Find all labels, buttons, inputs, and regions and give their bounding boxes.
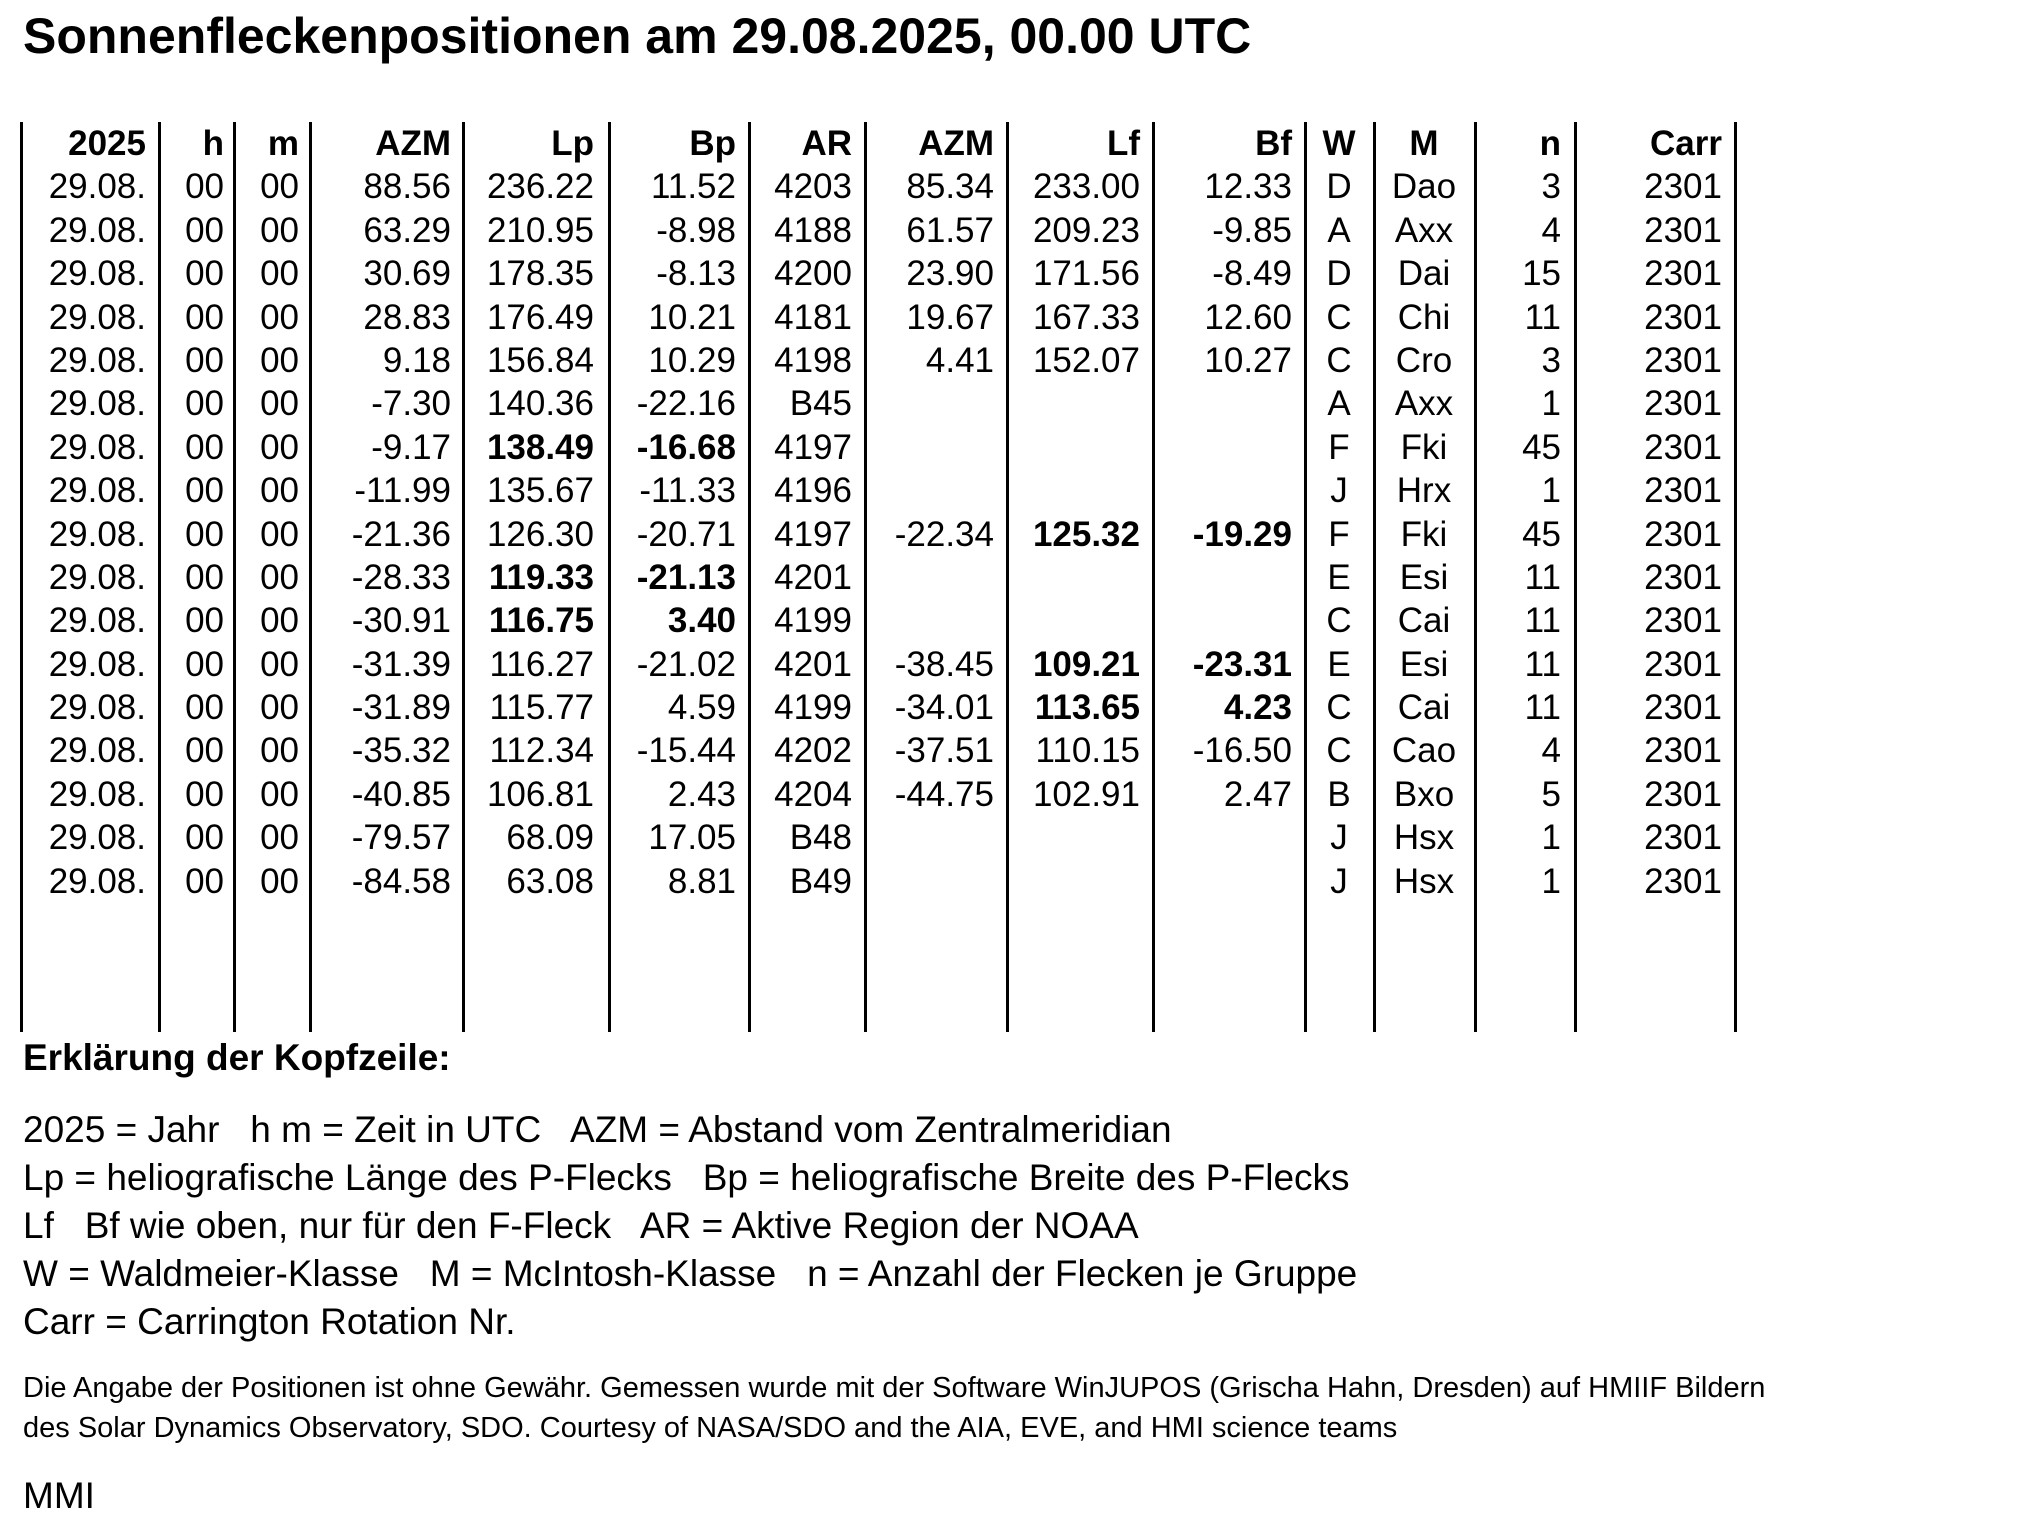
- cell-bf: -16.50: [1192, 731, 1292, 771]
- cell-azm-f: 85.34: [906, 167, 994, 207]
- header-cell-lf: Lf: [1106, 124, 1140, 163]
- cell-azm-p: -79.57: [351, 818, 451, 858]
- cell-lf: [1010, 816, 1140, 859]
- cell-minute: 00: [260, 601, 299, 641]
- cell-azm-f: [868, 816, 994, 859]
- cell-count: 1: [1541, 471, 1561, 511]
- cell-bf: [1156, 599, 1292, 642]
- cell-azm-f: 4.41: [925, 340, 994, 380]
- cell-azm-p: 88.56: [363, 167, 451, 207]
- cell-hour: 00: [185, 557, 224, 597]
- cell-carrington: 2301: [1644, 254, 1722, 294]
- cell-waldmeier: J: [1330, 818, 1348, 858]
- cell-bp: 10.21: [648, 297, 736, 337]
- cell-lp: 236.22: [486, 167, 594, 207]
- cell-lp: 68.09: [506, 818, 594, 858]
- cell-lp: 138.49: [486, 427, 594, 467]
- cell-azm-p: 30.69: [363, 254, 451, 294]
- cell-date: 29.08.: [48, 167, 146, 207]
- cell-ar: 4202: [774, 731, 852, 771]
- cell-minute: 00: [260, 644, 299, 684]
- cell-minute: 00: [260, 340, 299, 380]
- cell-count: 1: [1541, 861, 1561, 901]
- cell-bp: 17.05: [648, 818, 736, 858]
- cell-mcintosh: Dai: [1397, 254, 1451, 294]
- cell-date: 29.08.: [48, 774, 146, 814]
- cell-azm-p: -84.58: [351, 861, 451, 901]
- column-rule: [1006, 122, 1009, 1032]
- cell-ar: 4203: [774, 167, 852, 207]
- cell-bp: -16.68: [636, 427, 736, 467]
- cell-azm-p: -31.89: [351, 688, 451, 728]
- cell-count: 45: [1522, 427, 1561, 467]
- cell-bp: 10.29: [648, 340, 736, 380]
- cell-lf: 209.23: [1032, 210, 1140, 250]
- cell-bp: -21.02: [636, 644, 736, 684]
- cell-count: 11: [1524, 297, 1561, 337]
- cell-waldmeier: C: [1326, 601, 1352, 641]
- cell-minute: 00: [260, 210, 299, 250]
- header-cell-lp: Lp: [551, 124, 594, 163]
- cell-date: 29.08.: [48, 297, 146, 337]
- cell-carrington: 2301: [1644, 861, 1722, 901]
- cell-lf: 125.32: [1032, 514, 1140, 554]
- cell-lf: 171.56: [1032, 254, 1140, 294]
- cell-bf: [1156, 860, 1292, 903]
- cell-mcintosh: Cao: [1391, 731, 1457, 771]
- cell-waldmeier: F: [1328, 427, 1350, 467]
- cell-lp: 156.84: [486, 340, 594, 380]
- cell-ar: 4197: [774, 427, 852, 467]
- cell-ar: 4199: [774, 688, 852, 728]
- cell-lp: 106.81: [486, 774, 594, 814]
- page-title: Sonnenfleckenpositionen am 29.08.2025, 00.00 UTC: [23, 8, 1252, 64]
- cell-bf: [1156, 426, 1292, 469]
- cell-lp: 112.34: [489, 731, 594, 771]
- cell-bp: 4.59: [667, 688, 736, 728]
- column-rule: [20, 122, 23, 1032]
- cell-date: 29.08.: [48, 644, 146, 684]
- cell-lf: 167.33: [1032, 297, 1140, 337]
- cell-azm-f: [868, 426, 994, 469]
- cell-carrington: 2301: [1644, 601, 1722, 641]
- cell-lf: 102.91: [1032, 774, 1140, 814]
- cell-azm-f: [868, 556, 994, 599]
- cell-ar: 4199: [774, 601, 852, 641]
- cell-azm-f: [868, 860, 994, 903]
- cell-hour: 00: [185, 644, 224, 684]
- cell-minute: 00: [260, 471, 299, 511]
- cell-carrington: 2301: [1644, 471, 1722, 511]
- cell-minute: 00: [260, 818, 299, 858]
- header-cell-bf: Bf: [1255, 124, 1292, 163]
- cell-bf: [1156, 382, 1292, 425]
- cell-hour: 00: [185, 340, 224, 380]
- cell-minute: 00: [260, 774, 299, 814]
- cell-hour: 00: [185, 514, 224, 554]
- cell-minute: 00: [260, 167, 299, 207]
- cell-mcintosh: Esi: [1399, 557, 1449, 597]
- cell-lf: 110.15: [1035, 731, 1140, 771]
- cell-bf: [1156, 469, 1292, 512]
- cell-waldmeier: C: [1326, 731, 1352, 771]
- disclaimer-line: des Solar Dynamics Observatory, SDO. Courtesy of NASA/SDO and the AIA, EVE, and HMI science teams: [23, 1412, 1398, 1444]
- cell-mcintosh: Bxo: [1393, 774, 1455, 814]
- cell-lp: 140.36: [486, 384, 594, 424]
- cell-lp: 210.95: [486, 210, 594, 250]
- cell-azm-p: -11.99: [354, 471, 451, 511]
- cell-azm-f: [868, 599, 994, 642]
- column-rule: [309, 122, 312, 1032]
- header-cell-hour: h: [202, 124, 224, 163]
- cell-count: 4: [1541, 731, 1561, 771]
- column-rule: [748, 122, 751, 1032]
- column-rule: [1734, 122, 1737, 1032]
- cell-carrington: 2301: [1644, 384, 1722, 424]
- cell-ar: B49: [789, 861, 852, 901]
- cell-date: 29.08.: [48, 601, 146, 641]
- cell-minute: 00: [260, 297, 299, 337]
- cell-bf: 10.27: [1204, 340, 1292, 380]
- cell-azm-f: 23.90: [906, 254, 994, 294]
- cell-ar: B45: [789, 384, 852, 424]
- cell-date: 29.08.: [48, 557, 146, 597]
- cell-azm-f: [868, 382, 994, 425]
- cell-bf: -23.31: [1192, 644, 1292, 684]
- cell-lp: 63.08: [506, 861, 594, 901]
- cell-bf: -8.49: [1212, 254, 1292, 294]
- cell-hour: 00: [185, 427, 224, 467]
- cell-bf: -19.29: [1192, 514, 1292, 554]
- cell-count: 15: [1522, 254, 1561, 294]
- legend-line: Lp = heliografische Länge des P-Flecks Bp = heliografische Breite des P-Flecks: [23, 1157, 1350, 1198]
- disclaimer: [23, 1368, 2023, 1448]
- cell-bf: [1156, 556, 1292, 599]
- cell-lp: 176.49: [486, 297, 594, 337]
- legend: [23, 1106, 1357, 1346]
- cell-bp: -11.33: [639, 471, 736, 511]
- cell-date: 29.08.: [48, 514, 146, 554]
- cell-ar: 4197: [774, 514, 852, 554]
- cell-waldmeier: E: [1327, 644, 1351, 684]
- cell-mcintosh: Axx: [1394, 210, 1454, 250]
- cell-count: 1: [1541, 818, 1561, 858]
- cell-count: 11: [1524, 644, 1561, 684]
- cell-date: 29.08.: [48, 384, 146, 424]
- cell-mcintosh: Cai: [1397, 601, 1451, 641]
- cell-azm-f: -44.75: [894, 774, 994, 814]
- header-cell-azm-p: AZM: [375, 124, 451, 163]
- cell-bp: -8.98: [656, 210, 736, 250]
- legend-line: Lf Bf wie oben, nur für den F-Fleck AR = Aktive Region der NOAA: [23, 1205, 1139, 1246]
- cell-lf: [1010, 556, 1140, 599]
- cell-ar: 4204: [774, 774, 852, 814]
- cell-bf: 12.33: [1204, 167, 1292, 207]
- cell-azm-p: 28.83: [363, 297, 451, 337]
- column-rule: [864, 122, 867, 1032]
- cell-mcintosh: Hrx: [1396, 471, 1452, 511]
- cell-count: 4: [1541, 210, 1561, 250]
- cell-waldmeier: A: [1327, 384, 1351, 424]
- column-rule: [462, 122, 465, 1032]
- cell-carrington: 2301: [1644, 514, 1722, 554]
- cell-lf: [1010, 469, 1140, 512]
- column-rule: [608, 122, 611, 1032]
- cell-date: 29.08.: [48, 731, 146, 771]
- cell-lf: [1010, 599, 1140, 642]
- legend-line: 2025 = Jahr h m = Zeit in UTC AZM = Abstand vom Zentralmeridian: [23, 1109, 1172, 1150]
- cell-minute: 00: [260, 427, 299, 467]
- cell-date: 29.08.: [48, 471, 146, 511]
- cell-ar: B48: [789, 818, 852, 858]
- cell-waldmeier: B: [1327, 774, 1351, 814]
- cell-carrington: 2301: [1644, 644, 1722, 684]
- header-cell-azm-f: AZM: [918, 124, 994, 163]
- cell-waldmeier: C: [1326, 297, 1352, 337]
- cell-carrington: 2301: [1644, 818, 1722, 858]
- cell-waldmeier: J: [1330, 861, 1348, 901]
- cell-azm-p: -21.36: [351, 514, 451, 554]
- cell-waldmeier: C: [1326, 340, 1352, 380]
- cell-azm-f: [868, 469, 994, 512]
- cell-azm-f: -22.34: [894, 514, 994, 554]
- legend-line: Carr = Carrington Rotation Nr.: [23, 1301, 516, 1342]
- cell-bp: 3.40: [667, 601, 736, 641]
- cell-date: 29.08.: [48, 818, 146, 858]
- cell-minute: 00: [260, 384, 299, 424]
- cell-carrington: 2301: [1644, 210, 1722, 250]
- cell-carrington: 2301: [1644, 340, 1722, 380]
- cell-mcintosh: Axx: [1394, 384, 1454, 424]
- header-cell-date: 2025: [68, 124, 146, 163]
- cell-azm-f: 61.57: [906, 210, 994, 250]
- cell-azm-p: 9.18: [382, 340, 451, 380]
- cell-bp: -8.13: [656, 254, 736, 294]
- column-rule: [233, 122, 236, 1032]
- cell-azm-p: -40.85: [351, 774, 451, 814]
- column-rule: [158, 122, 161, 1032]
- cell-bf: 4.23: [1223, 688, 1292, 728]
- cell-hour: 00: [185, 601, 224, 641]
- cell-bf: 2.47: [1223, 774, 1292, 814]
- cell-count: 11: [1524, 688, 1561, 728]
- cell-bp: 8.81: [667, 861, 736, 901]
- cell-carrington: 2301: [1644, 688, 1722, 728]
- cell-azm-p: -7.30: [371, 384, 451, 424]
- cell-carrington: 2301: [1644, 427, 1722, 467]
- header-cell-minute: m: [267, 124, 299, 163]
- cell-date: 29.08.: [48, 254, 146, 294]
- column-rule: [1152, 122, 1155, 1032]
- cell-minute: 00: [260, 514, 299, 554]
- header-cell-mcintosh: M: [1409, 124, 1439, 163]
- cell-carrington: 2301: [1644, 167, 1722, 207]
- cell-carrington: 2301: [1644, 557, 1722, 597]
- cell-lp: 116.75: [488, 601, 594, 641]
- cell-bp: 2.43: [667, 774, 736, 814]
- cell-azm-f: -37.51: [894, 731, 994, 771]
- cell-lp: 119.33: [488, 557, 594, 597]
- cell-date: 29.08.: [48, 340, 146, 380]
- cell-hour: 00: [185, 731, 224, 771]
- cell-date: 29.08.: [48, 861, 146, 901]
- cell-azm-f: 19.67: [906, 297, 994, 337]
- cell-lf: [1010, 426, 1140, 469]
- cell-count: 45: [1522, 514, 1561, 554]
- cell-count: 5: [1541, 774, 1561, 814]
- cell-bp: 11.52: [651, 167, 736, 207]
- cell-lf: [1010, 860, 1140, 903]
- legend-heading: Erklärung der Kopfzeile:: [23, 1037, 451, 1078]
- cell-mcintosh: Chi: [1397, 297, 1451, 337]
- cell-hour: 00: [185, 861, 224, 901]
- cell-lf: 113.65: [1034, 688, 1140, 728]
- cell-mcintosh: Esi: [1399, 644, 1449, 684]
- cell-count: 3: [1541, 167, 1561, 207]
- cell-mcintosh: Fki: [1400, 514, 1448, 554]
- cell-mcintosh: Fki: [1400, 427, 1448, 467]
- cell-azm-p: -35.32: [351, 731, 451, 771]
- cell-date: 29.08.: [48, 427, 146, 467]
- cell-bp: -20.71: [636, 514, 736, 554]
- cell-lf: 152.07: [1032, 340, 1140, 380]
- cell-date: 29.08.: [48, 688, 146, 728]
- cell-ar: 4200: [774, 254, 852, 294]
- header-cell-bp: Bp: [689, 124, 736, 163]
- cell-azm-p: -30.91: [351, 601, 451, 641]
- cell-minute: 00: [260, 688, 299, 728]
- cell-hour: 00: [185, 818, 224, 858]
- cell-azm-p: 63.29: [363, 210, 451, 250]
- cell-hour: 00: [185, 774, 224, 814]
- cell-carrington: 2301: [1644, 774, 1722, 814]
- cell-ar: 4198: [774, 340, 852, 380]
- header-cell-carrington: Carr: [1650, 124, 1722, 163]
- cell-ar: 4181: [774, 297, 852, 337]
- cell-ar: 4201: [774, 557, 852, 597]
- cell-bf: -9.85: [1212, 210, 1292, 250]
- header-cell-waldmeier: W: [1322, 124, 1356, 163]
- cell-hour: 00: [185, 384, 224, 424]
- cell-waldmeier: D: [1326, 167, 1352, 207]
- cell-hour: 00: [185, 167, 224, 207]
- cell-hour: 00: [185, 254, 224, 294]
- cell-waldmeier: J: [1330, 471, 1348, 511]
- cell-date: 29.08.: [48, 210, 146, 250]
- cell-carrington: 2301: [1644, 297, 1722, 337]
- cell-azm-f: -38.45: [894, 644, 994, 684]
- cell-lf: 109.21: [1032, 644, 1140, 684]
- cell-mcintosh: Cro: [1395, 340, 1453, 380]
- cell-mcintosh: Dao: [1391, 167, 1457, 207]
- cell-hour: 00: [185, 210, 224, 250]
- cell-bp: -15.44: [636, 731, 736, 771]
- cell-waldmeier: F: [1328, 514, 1350, 554]
- cell-minute: 00: [260, 731, 299, 771]
- cell-lp: 126.30: [486, 514, 594, 554]
- cell-waldmeier: C: [1326, 688, 1352, 728]
- cell-count: 1: [1541, 384, 1561, 424]
- cell-ar: 4201: [774, 644, 852, 684]
- cell-carrington: 2301: [1644, 731, 1722, 771]
- cell-lf: [1010, 382, 1140, 425]
- cell-bp: -21.13: [636, 557, 736, 597]
- cell-azm-p: -31.39: [351, 644, 451, 684]
- cell-minute: 00: [260, 861, 299, 901]
- cell-azm-p: -28.33: [351, 557, 451, 597]
- cell-ar: 4196: [774, 471, 852, 511]
- cell-waldmeier: D: [1326, 254, 1352, 294]
- cell-lp: 178.35: [486, 254, 594, 294]
- cell-ar: 4188: [774, 210, 852, 250]
- cell-mcintosh: Cai: [1397, 688, 1451, 728]
- cell-bp: -22.16: [636, 384, 736, 424]
- cell-mcintosh: Hsx: [1393, 861, 1455, 901]
- cell-minute: 00: [260, 557, 299, 597]
- cell-bf: [1156, 816, 1292, 859]
- cell-mcintosh: Hsx: [1393, 818, 1455, 858]
- signature: MMI: [23, 1475, 95, 1516]
- cell-lp: 116.27: [489, 644, 594, 684]
- cell-lp: 135.67: [486, 471, 594, 511]
- cell-count: 11: [1524, 557, 1561, 597]
- cell-waldmeier: A: [1327, 210, 1351, 250]
- cell-hour: 00: [185, 297, 224, 337]
- cell-count: 3: [1541, 340, 1561, 380]
- cell-count: 11: [1524, 601, 1561, 641]
- cell-hour: 00: [185, 688, 224, 728]
- cell-minute: 00: [260, 254, 299, 294]
- cell-hour: 00: [185, 471, 224, 511]
- disclaimer-line: Die Angabe der Positionen ist ohne Gewähr. Gemessen wurde mit der Software WinJUPOS (Grischa Hahn, Dresden) auf HMIIF Bildern: [23, 1372, 1766, 1404]
- header-cell-count: n: [1539, 124, 1561, 163]
- cell-lp: 115.77: [489, 688, 594, 728]
- header-cell-ar: AR: [801, 124, 852, 163]
- cell-azm-p: -9.17: [371, 427, 451, 467]
- cell-waldmeier: E: [1327, 557, 1351, 597]
- cell-azm-f: -34.01: [894, 688, 994, 728]
- legend-line: W = Waldmeier-Klasse M = McIntosh-Klasse n = Anzahl der Flecken je Gruppe: [23, 1253, 1358, 1294]
- cell-bf: 12.60: [1204, 297, 1292, 337]
- cell-lf: 233.00: [1032, 167, 1140, 207]
